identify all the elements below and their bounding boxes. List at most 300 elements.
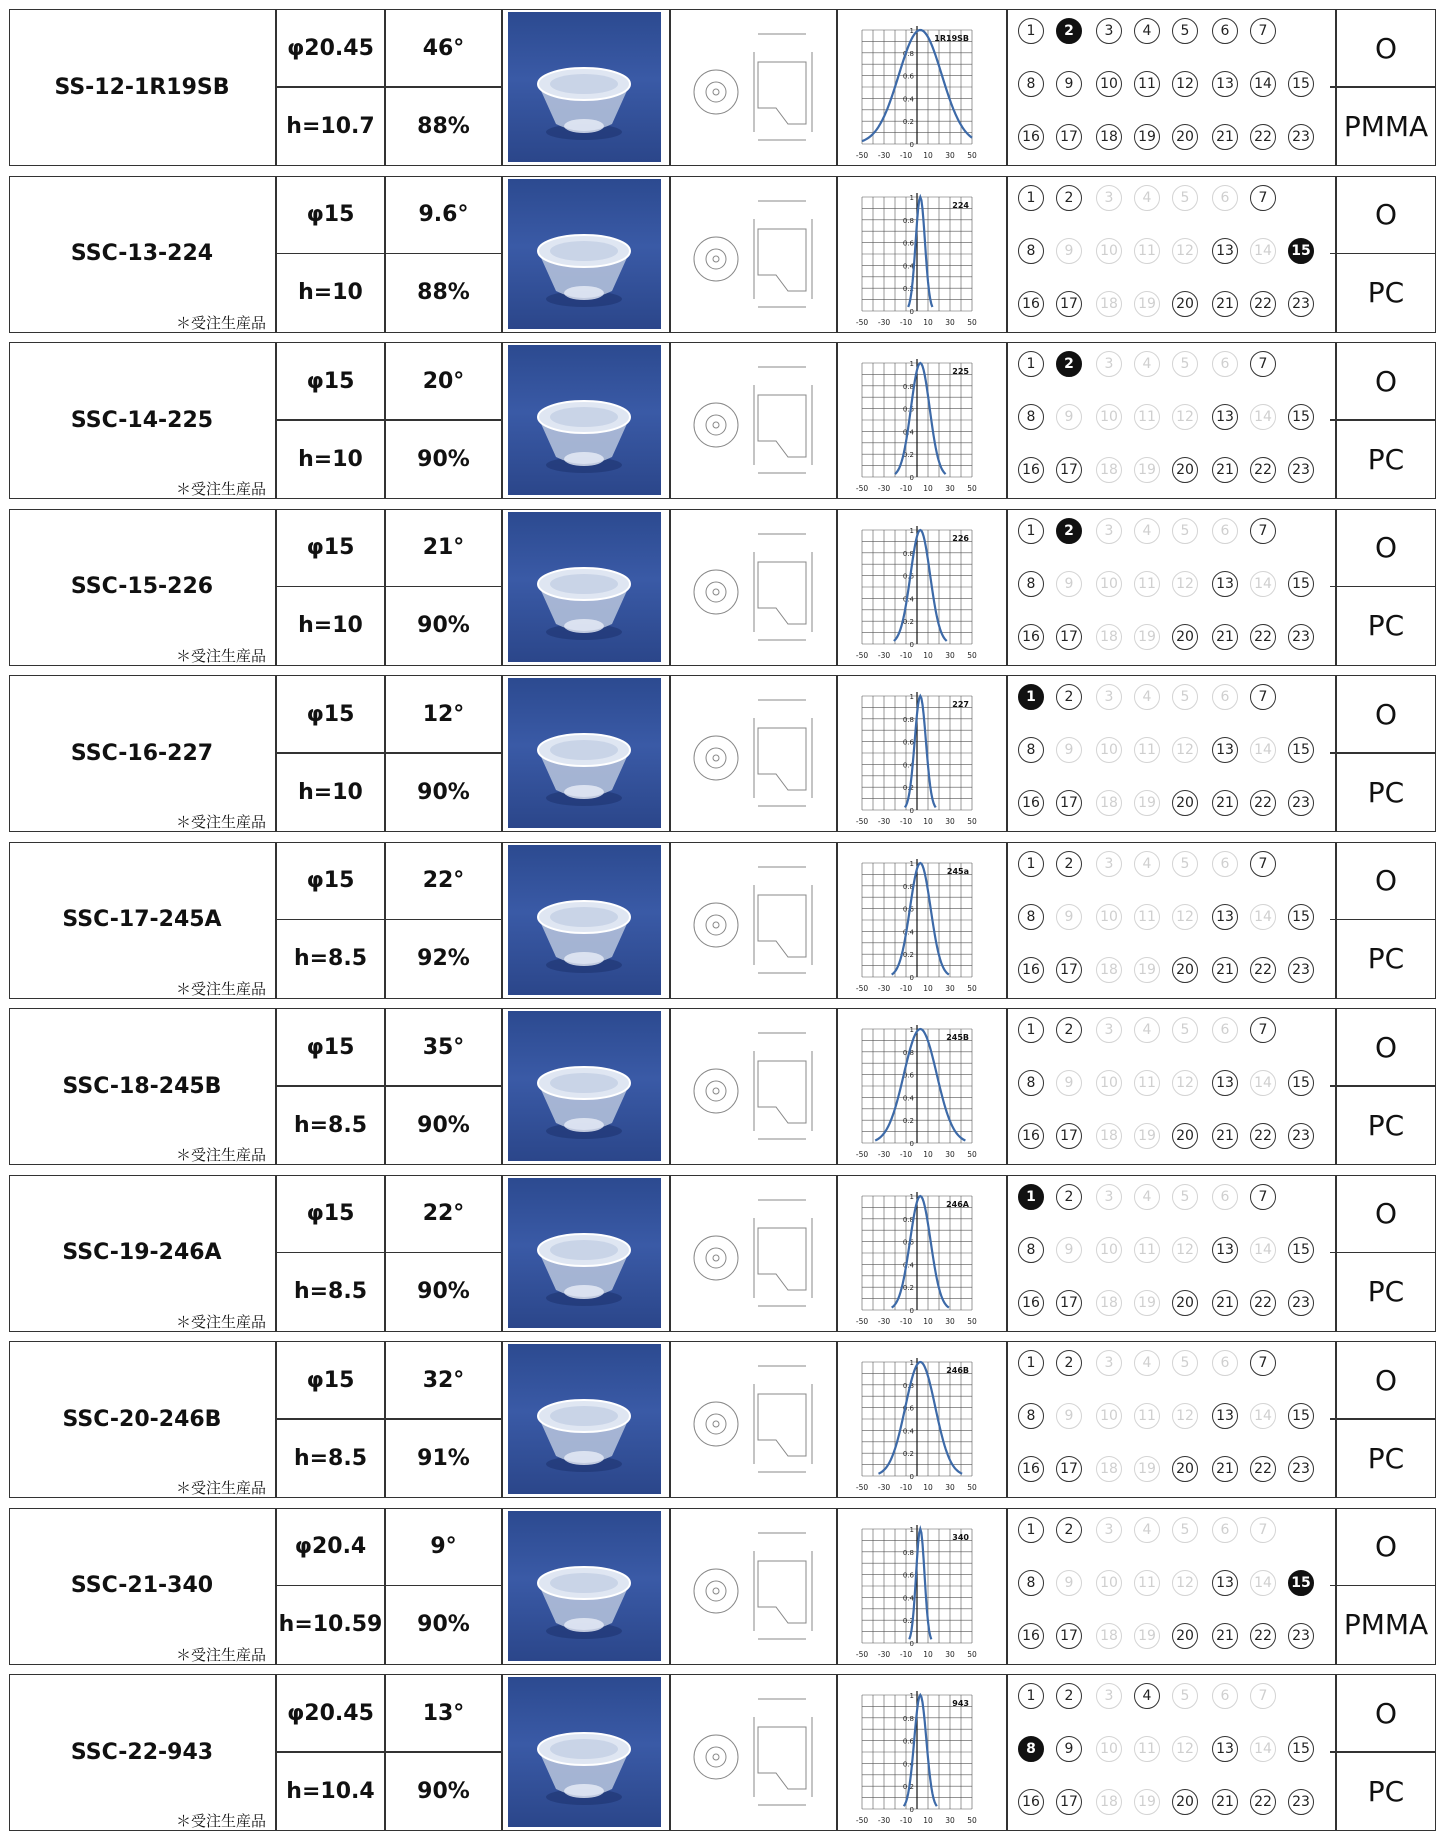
diameter-value: φ20.45: [287, 1700, 374, 1726]
y-tick-label: 0.8: [902, 1048, 914, 1057]
y-tick-label: 0.4: [902, 1260, 914, 1269]
circled-number-1: 1: [1018, 351, 1044, 377]
circled-number-22: 22: [1250, 790, 1276, 816]
column-divider: [501, 1509, 503, 1664]
y-tick-label: 0.2: [902, 1783, 914, 1792]
model-name: [10, 1009, 274, 1163]
intensity-curve: [879, 1362, 963, 1474]
x-tick-label: 10: [923, 317, 933, 327]
circled-number-4: 4: [1134, 851, 1160, 877]
dimension-drawing: [676, 678, 837, 828]
x-tick-label: 30: [945, 484, 955, 493]
y-tick-label: 0.6: [902, 1571, 914, 1580]
circled-number-17: 17: [1056, 124, 1082, 150]
circled-number-8: 8: [1018, 1403, 1044, 1429]
circled-number-10: 10: [1096, 1403, 1122, 1429]
column-divider: [1006, 676, 1008, 831]
x-tick-label: 10: [923, 817, 933, 826]
drawing-lines: [694, 1033, 812, 1139]
circled-number-21: 21: [1212, 291, 1238, 317]
circled-number-8: 8: [1018, 571, 1044, 597]
x-tick-label: -10: [899, 1150, 913, 1159]
circled-number-18: 18: [1096, 1290, 1122, 1316]
lens-photo: [508, 345, 661, 495]
y-tick-label: 0: [909, 973, 914, 982]
circled-number-3: 3: [1096, 1017, 1122, 1043]
circled-number-23: 23: [1288, 291, 1314, 317]
material-value: PC: [1367, 942, 1405, 975]
diameter-value: φ15: [306, 368, 355, 394]
y-tick-label: 0.8: [902, 882, 914, 891]
circled-number-12: 12: [1172, 1237, 1198, 1263]
efficiency-value: 90%: [417, 1612, 470, 1637]
column-divider: [1006, 510, 1008, 665]
lens-image: [538, 401, 630, 473]
x-tick-label: 10: [923, 650, 933, 660]
circled-number-12: 12: [1172, 404, 1198, 430]
material-value: PC: [1367, 1108, 1405, 1142]
chart-label: 246A: [946, 1199, 969, 1209]
x-tick-label: -30: [877, 817, 891, 826]
circled-number-16: 16: [1018, 1789, 1044, 1815]
height-value: h=10.4: [286, 1778, 375, 1804]
circled-number-7: 7: [1250, 18, 1276, 44]
circled-number-1: 1: [1018, 1017, 1044, 1043]
circled-number-2: 2: [1056, 1517, 1082, 1543]
x-tick-label: -30: [877, 983, 891, 993]
chart-label: 224: [952, 200, 969, 210]
chart-label: 227: [952, 700, 969, 709]
x-tick-label: -30: [877, 1316, 891, 1326]
light-distribution-chart: [844, 1011, 1005, 1161]
y-tick-label: 1: [909, 1192, 914, 1201]
lens-photo: [508, 1511, 661, 1661]
drawing-lines: [694, 34, 812, 140]
x-tick-label: 10: [923, 1316, 933, 1326]
efficiency-value: 90%: [417, 779, 470, 805]
circled-number-5: 5: [1172, 1184, 1198, 1210]
column-divider: [669, 1509, 671, 1664]
shape-code: O: [1374, 1696, 1398, 1730]
model-name: [10, 343, 274, 497]
y-tick-label: 0.8: [902, 49, 914, 58]
circled-number-20: 20: [1172, 957, 1198, 983]
product-row: [9, 9, 1436, 166]
efficiency-value: 92%: [417, 946, 470, 971]
lens-image: [538, 1567, 630, 1639]
circled-number-16: 16: [1018, 1623, 1044, 1649]
column-divider: [501, 843, 503, 998]
lens-image: [538, 734, 630, 806]
efficiency-value: 90%: [417, 1778, 470, 1804]
lens-photo: [508, 1178, 661, 1328]
column-divider: [669, 177, 671, 332]
shape-code: O: [1374, 1530, 1398, 1563]
x-tick-label: 10: [923, 1649, 933, 1659]
circled-number-23: 23: [1288, 124, 1314, 150]
made-to-order-note: ＊受注生産品: [175, 480, 266, 498]
circled-number-18: 18: [1096, 124, 1122, 150]
circled-number-21: 21: [1212, 457, 1238, 483]
y-tick-label: 0.6: [902, 239, 914, 248]
column-divider: [501, 1009, 503, 1164]
circled-number-11: 11: [1134, 904, 1160, 930]
circled-number-23: 23: [1288, 1123, 1314, 1149]
lens-photo: [508, 1011, 661, 1161]
compatible-number-grid: [1010, 177, 1340, 331]
circled-number-14: 14: [1250, 238, 1276, 264]
material-value: PC: [1367, 1774, 1405, 1808]
light-distribution-chart: [844, 345, 1005, 495]
circled-number-16: 16: [1018, 1456, 1044, 1482]
circled-number-1: 1: [1018, 684, 1044, 710]
height-value: h=8.5: [293, 946, 368, 971]
circled-number-13: 13: [1212, 1070, 1238, 1096]
circled-number-13: 13: [1212, 1237, 1238, 1263]
circled-number-16: 16: [1018, 457, 1044, 483]
lens-photo: [508, 678, 661, 828]
shape-code: O: [1374, 1363, 1398, 1397]
product-row: [9, 1508, 1436, 1665]
circled-number-19: 19: [1134, 1789, 1160, 1815]
column-divider: [669, 1176, 671, 1331]
circled-number-17: 17: [1056, 457, 1082, 483]
circled-number-7: 7: [1250, 1517, 1276, 1543]
model-name-text: SS-12-1R19SB: [54, 74, 230, 100]
circled-number-8: 8: [1018, 404, 1044, 430]
angle-value: 20°: [422, 368, 465, 394]
x-tick-label: 30: [945, 1816, 955, 1825]
circled-number-17: 17: [1056, 624, 1082, 650]
circled-number-12: 12: [1172, 1403, 1198, 1429]
circled-number-13: 13: [1212, 904, 1238, 930]
product-row: [9, 1008, 1436, 1165]
circled-number-12: 12: [1172, 571, 1198, 597]
column-divider: [1006, 10, 1008, 165]
y-tick-label: 0.2: [902, 950, 914, 959]
angle-value: 9.6°: [418, 202, 469, 227]
y-tick-label: 1: [909, 1692, 914, 1700]
circled-number-15: 15: [1288, 238, 1314, 264]
circled-number-3: 3: [1096, 1517, 1122, 1543]
x-tick-label: 10: [923, 1483, 933, 1492]
model-name-text: SSC-21-340: [70, 1573, 214, 1598]
x-tick-label: -50: [855, 817, 869, 826]
x-tick-label: -10: [899, 317, 913, 327]
circled-number-19: 19: [1134, 957, 1160, 983]
column-divider: [501, 177, 503, 332]
y-tick-label: 1: [909, 693, 914, 701]
efficiency-value: 90%: [417, 1112, 470, 1138]
circled-number-1: 1: [1018, 851, 1044, 877]
circled-number-20: 20: [1172, 1123, 1198, 1149]
light-distribution-chart: [844, 1511, 1005, 1661]
dimension-drawing: [676, 1511, 837, 1661]
column-divider: [501, 510, 503, 665]
circled-number-15: 15: [1288, 571, 1314, 597]
height-value: h=8.5: [293, 1279, 368, 1304]
x-tick-label: 10: [923, 1150, 933, 1159]
circled-number-10: 10: [1096, 571, 1122, 597]
circled-number-21: 21: [1212, 1290, 1238, 1316]
x-tick-label: 50: [967, 1816, 977, 1825]
y-tick-label: 0.4: [902, 261, 914, 270]
compatible-number-grid: [1010, 1509, 1340, 1663]
efficiency-value: 90%: [417, 446, 470, 472]
y-tick-label: 0.6: [902, 1737, 914, 1746]
height-value: h=8.5: [293, 1112, 368, 1138]
model-name: [10, 1342, 274, 1496]
circled-number-6: 6: [1212, 1184, 1238, 1210]
circled-number-17: 17: [1056, 1123, 1082, 1149]
circled-number-4: 4: [1134, 351, 1160, 377]
column-divider: [1006, 177, 1008, 332]
chart-label: 1R19SB: [934, 34, 969, 43]
circled-number-6: 6: [1212, 1517, 1238, 1543]
circled-number-18: 18: [1096, 1789, 1122, 1815]
y-tick-label: 0: [909, 141, 914, 149]
x-tick-label: -50: [855, 1816, 869, 1825]
compatible-number-grid: [1010, 1009, 1340, 1163]
made-to-order-note: ＊受注生産品: [175, 313, 266, 332]
angle-value: 13°: [422, 1700, 465, 1726]
circled-number-14: 14: [1250, 737, 1276, 763]
column-divider: [501, 1675, 503, 1830]
circled-number-2: 2: [1056, 1683, 1082, 1709]
circled-number-6: 6: [1212, 851, 1238, 877]
circled-number-10: 10: [1096, 71, 1122, 97]
circled-number-16: 16: [1018, 1123, 1044, 1149]
material-value: PMMA: [1343, 109, 1429, 143]
x-tick-label: -10: [899, 650, 913, 660]
model-name-text: SSC-18-245B: [62, 1073, 222, 1099]
lens-image: [538, 1400, 630, 1472]
column-divider: [501, 1342, 503, 1497]
circled-number-3: 3: [1096, 351, 1122, 377]
circled-number-2: 2: [1056, 185, 1082, 211]
x-tick-label: 30: [945, 650, 955, 660]
x-tick-label: -50: [855, 151, 869, 160]
circled-number-9: 9: [1056, 404, 1082, 430]
y-tick-label: 0.2: [902, 784, 914, 793]
x-tick-label: -50: [855, 1316, 869, 1326]
model-name-text: SSC-22-943: [70, 1739, 214, 1765]
circled-number-3: 3: [1096, 18, 1122, 44]
light-distribution-chart: [844, 1344, 1005, 1494]
circled-number-14: 14: [1250, 1070, 1276, 1096]
made-to-order-note: ＊受注生産品: [175, 1645, 266, 1664]
circled-number-21: 21: [1212, 1456, 1238, 1482]
y-tick-label: 0.4: [902, 594, 914, 603]
y-tick-label: 0: [909, 807, 914, 815]
product-row: [9, 509, 1436, 666]
circled-number-15: 15: [1288, 737, 1314, 763]
circled-number-16: 16: [1018, 957, 1044, 983]
circled-number-17: 17: [1056, 291, 1082, 317]
y-tick-label: 1: [909, 1026, 914, 1034]
x-tick-label: -10: [899, 1316, 913, 1326]
circled-number-5: 5: [1172, 1517, 1198, 1543]
shape-code: O: [1374, 1030, 1398, 1064]
dimension-drawing: [676, 1344, 837, 1494]
lens-photo: [508, 179, 661, 329]
circled-number-5: 5: [1172, 1683, 1198, 1709]
y-tick-label: 0.2: [902, 284, 914, 293]
diameter-value: φ15: [306, 202, 355, 227]
circled-number-6: 6: [1212, 1683, 1238, 1709]
model-name: [10, 177, 274, 331]
x-tick-label: 30: [945, 317, 955, 327]
efficiency-value: 88%: [417, 113, 470, 139]
circled-number-19: 19: [1134, 624, 1160, 650]
circled-number-7: 7: [1250, 1017, 1276, 1043]
circled-number-22: 22: [1250, 457, 1276, 483]
circled-number-12: 12: [1172, 1570, 1198, 1596]
column-divider: [501, 343, 503, 498]
column-divider: [1006, 1342, 1008, 1497]
circled-number-11: 11: [1134, 238, 1160, 264]
column-divider: [669, 1009, 671, 1164]
circled-number-14: 14: [1250, 571, 1276, 597]
x-tick-label: 30: [945, 151, 955, 160]
x-tick-label: -50: [855, 317, 869, 327]
y-tick-label: 0.6: [902, 1404, 914, 1413]
drawing-lines: [694, 1366, 812, 1472]
circled-number-6: 6: [1212, 185, 1238, 211]
circled-number-15: 15: [1288, 404, 1314, 430]
circled-number-3: 3: [1096, 185, 1122, 211]
x-tick-label: -10: [899, 484, 913, 493]
circled-number-5: 5: [1172, 1350, 1198, 1376]
lens-image: [538, 1067, 630, 1139]
dimension-drawing: [676, 1011, 837, 1161]
circled-number-22: 22: [1250, 124, 1276, 150]
y-tick-label: 0.4: [902, 1427, 914, 1436]
x-tick-label: -50: [855, 484, 869, 493]
circled-number-2: 2: [1056, 518, 1082, 544]
circled-number-23: 23: [1288, 790, 1314, 816]
y-tick-label: 1: [909, 1525, 914, 1534]
angle-value: 22°: [422, 1201, 465, 1226]
x-tick-label: -10: [899, 151, 913, 160]
made-to-order-note: ＊受注生産品: [175, 1812, 266, 1830]
circled-number-2: 2: [1056, 1017, 1082, 1043]
circled-number-9: 9: [1056, 1570, 1082, 1596]
circled-number-5: 5: [1172, 518, 1198, 544]
model-name: [10, 10, 274, 164]
column-divider: [669, 343, 671, 498]
circled-number-14: 14: [1250, 1570, 1276, 1596]
circled-number-23: 23: [1288, 624, 1314, 650]
circled-number-19: 19: [1134, 457, 1160, 483]
circled-number-5: 5: [1172, 18, 1198, 44]
y-tick-label: 0.8: [902, 382, 914, 391]
y-tick-label: 1: [909, 526, 914, 535]
circled-number-18: 18: [1096, 957, 1122, 983]
diameter-value: φ15: [306, 1034, 355, 1060]
light-distribution-chart: [844, 179, 1005, 329]
circled-number-3: 3: [1096, 1683, 1122, 1709]
y-tick-label: 0: [909, 1473, 914, 1481]
y-tick-label: 1: [909, 27, 914, 35]
circled-number-2: 2: [1056, 18, 1082, 44]
circled-number-1: 1: [1018, 1184, 1044, 1210]
circled-number-7: 7: [1250, 351, 1276, 377]
y-tick-label: 0.4: [902, 1760, 914, 1769]
circled-number-20: 20: [1172, 1623, 1198, 1649]
circled-number-13: 13: [1212, 71, 1238, 97]
chart-label: 943: [952, 1699, 969, 1708]
circled-number-9: 9: [1056, 1070, 1082, 1096]
circled-number-3: 3: [1096, 684, 1122, 710]
y-tick-label: 0.8: [902, 549, 914, 558]
x-tick-label: 10: [923, 151, 933, 160]
intensity-curve: [908, 197, 932, 307]
shape-code: O: [1374, 1197, 1398, 1230]
made-to-order-note: ＊受注生産品: [175, 1479, 266, 1497]
x-tick-label: -30: [877, 317, 891, 327]
dimension-drawing: [676, 1677, 837, 1827]
x-tick-label: 30: [945, 1483, 955, 1492]
circled-number-7: 7: [1250, 1184, 1276, 1210]
x-tick-label: -50: [855, 1649, 869, 1659]
column-divider: [501, 676, 503, 831]
circled-number-16: 16: [1018, 624, 1044, 650]
circled-number-6: 6: [1212, 351, 1238, 377]
x-tick-label: 50: [967, 1316, 977, 1326]
circled-number-12: 12: [1172, 1070, 1198, 1096]
circled-number-9: 9: [1056, 737, 1082, 763]
product-row: [9, 176, 1436, 333]
circled-number-11: 11: [1134, 404, 1160, 430]
circled-number-7: 7: [1250, 851, 1276, 877]
angle-value: 21°: [422, 535, 465, 560]
circled-number-13: 13: [1212, 737, 1238, 763]
circled-number-21: 21: [1212, 790, 1238, 816]
y-tick-label: 0.2: [902, 1283, 914, 1292]
angle-value: 46°: [422, 35, 465, 61]
circled-number-17: 17: [1056, 1456, 1082, 1482]
circled-number-17: 17: [1056, 1290, 1082, 1316]
x-tick-label: 50: [967, 817, 977, 826]
light-distribution-chart: [844, 845, 1005, 995]
circled-number-20: 20: [1172, 291, 1198, 317]
efficiency-value: 90%: [417, 613, 470, 638]
lens-photo: [508, 512, 661, 662]
efficiency-value: 91%: [417, 1445, 470, 1471]
diameter-value: φ20.45: [287, 35, 374, 61]
material-value: PC: [1367, 1275, 1405, 1308]
circled-number-4: 4: [1134, 185, 1160, 211]
circled-number-23: 23: [1288, 1290, 1314, 1316]
circled-number-14: 14: [1250, 904, 1276, 930]
light-distribution-chart: [844, 512, 1005, 662]
x-tick-label: -50: [855, 1150, 869, 1159]
height-value: h=10: [298, 280, 363, 305]
column-divider: [501, 10, 503, 165]
circled-number-1: 1: [1018, 1517, 1044, 1543]
y-tick-label: 0.4: [902, 1593, 914, 1602]
material-value: PC: [1367, 609, 1405, 642]
x-tick-label: 50: [967, 484, 977, 493]
circled-number-7: 7: [1250, 185, 1276, 211]
circled-number-20: 20: [1172, 124, 1198, 150]
drawing-lines: [694, 367, 812, 473]
circled-number-22: 22: [1250, 1623, 1276, 1649]
efficiency-value: 90%: [417, 1279, 470, 1304]
circled-number-17: 17: [1056, 957, 1082, 983]
height-value: h=10: [298, 446, 363, 472]
